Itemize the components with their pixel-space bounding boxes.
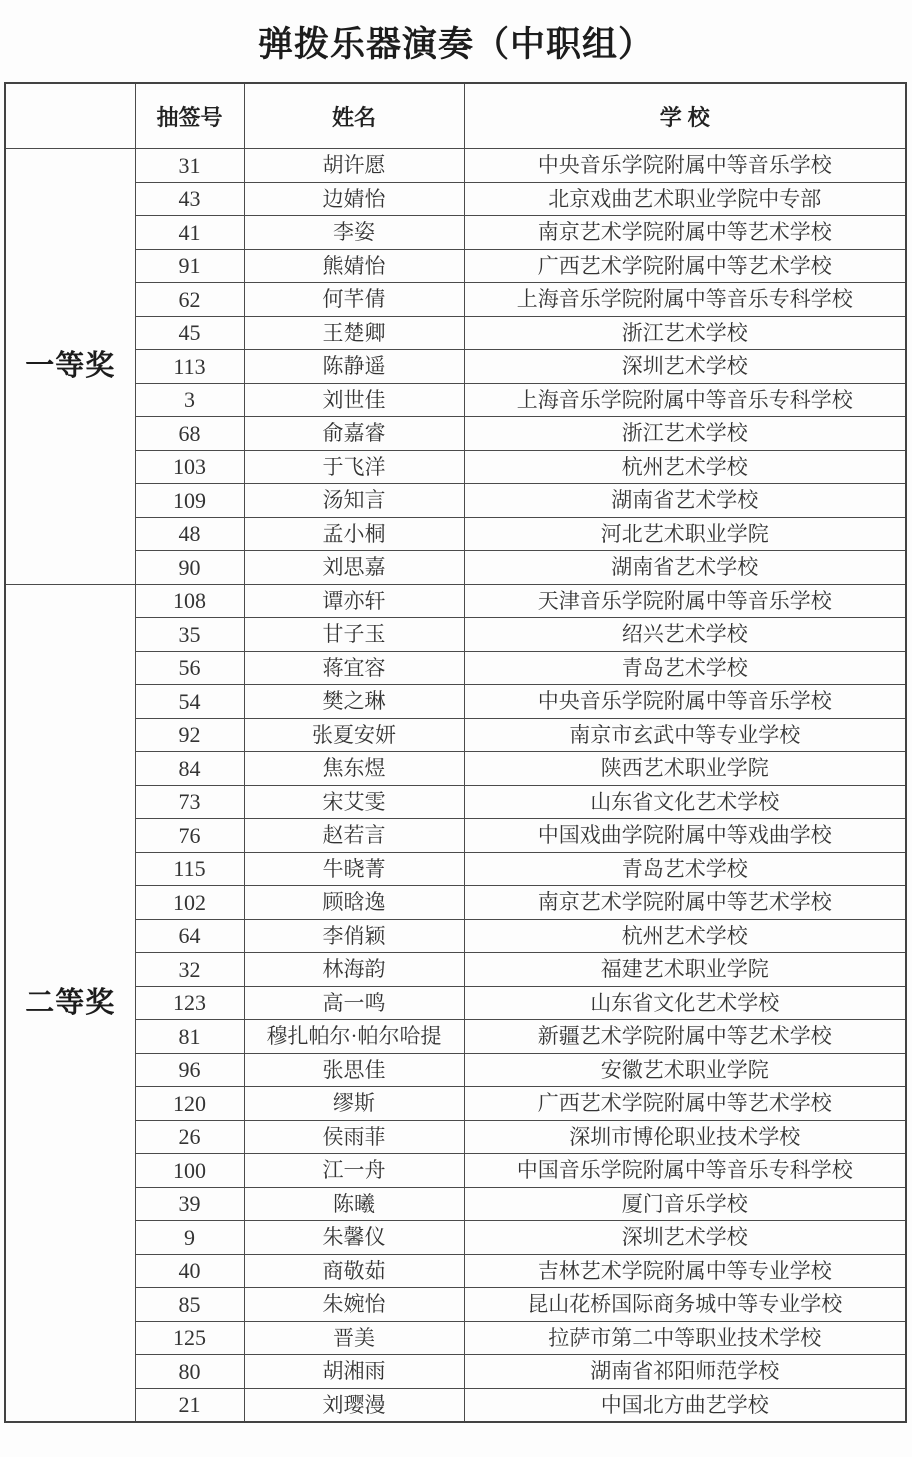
table-row [5, 919, 906, 953]
table-row [5, 450, 906, 484]
results-table [4, 82, 907, 1423]
table-row [5, 752, 906, 786]
table-row [5, 283, 906, 317]
table-row [5, 584, 906, 618]
draw-number-cell: 9 [135, 1221, 244, 1255]
school-cell: 福建艺术职业学院 [464, 953, 906, 987]
school-cell: 绍兴艺术学校 [464, 618, 906, 652]
page-title: 弹拨乐器演奏（中职组） [257, 25, 654, 64]
table-row [5, 1321, 906, 1355]
draw-number-cell: 31 [135, 149, 244, 183]
table-row [5, 685, 906, 719]
school-cell: 吉林艺术学院附属中等专业学校 [464, 1254, 906, 1288]
table-row [5, 316, 906, 350]
school-cell: 杭州艺术学校 [464, 450, 906, 484]
header-draw-number: 抽签号 [135, 83, 244, 149]
school-cell: 南京艺术学院附属中等艺术学校 [464, 886, 906, 920]
name-cell: 宋艾雯 [244, 785, 464, 819]
draw-number-cell: 113 [135, 350, 244, 384]
draw-number-cell: 32 [135, 953, 244, 987]
name-cell: 朱婉怡 [244, 1288, 464, 1322]
table-row [5, 1288, 906, 1322]
table-row [5, 651, 906, 685]
draw-number-cell: 125 [135, 1321, 244, 1355]
table-row [5, 1355, 906, 1389]
school-cell: 湖南省艺术学校 [464, 484, 906, 518]
name-cell: 汤知言 [244, 484, 464, 518]
name-cell: 商敬茹 [244, 1254, 464, 1288]
school-cell: 广西艺术学院附属中等艺术学校 [464, 249, 906, 283]
draw-number-cell: 62 [135, 283, 244, 317]
table-row [5, 718, 906, 752]
draw-number-cell: 54 [135, 685, 244, 719]
draw-number-cell: 64 [135, 919, 244, 953]
table-row [5, 1120, 906, 1154]
name-cell: 缪斯 [244, 1087, 464, 1121]
name-cell: 何芊倩 [244, 283, 464, 317]
name-cell: 江一舟 [244, 1154, 464, 1188]
table-row [5, 1154, 906, 1188]
school-cell: 中央音乐学院附属中等音乐学校 [464, 685, 906, 719]
draw-number-cell: 102 [135, 886, 244, 920]
header-school: 学 校 [464, 83, 906, 149]
table-row [5, 886, 906, 920]
school-cell: 南京艺术学院附属中等艺术学校 [464, 216, 906, 250]
school-cell: 河北艺术职业学院 [464, 517, 906, 551]
school-cell: 湖南省祁阳师范学校 [464, 1355, 906, 1389]
table-row [5, 852, 906, 886]
table-row [5, 484, 906, 518]
name-cell: 侯雨菲 [244, 1120, 464, 1154]
name-cell: 边婧怡 [244, 182, 464, 216]
draw-number-cell: 123 [135, 986, 244, 1020]
table-row [5, 785, 906, 819]
school-cell: 拉萨市第二中等职业技术学校 [464, 1321, 906, 1355]
table-row [5, 1221, 906, 1255]
draw-number-cell: 48 [135, 517, 244, 551]
header-corner-cell [5, 83, 135, 149]
table-row [5, 383, 906, 417]
draw-number-cell: 45 [135, 316, 244, 350]
draw-number-cell: 73 [135, 785, 244, 819]
table-row [5, 417, 906, 451]
name-cell: 林海韵 [244, 953, 464, 987]
name-cell: 孟小桐 [244, 517, 464, 551]
draw-number-cell: 39 [135, 1187, 244, 1221]
table-row [5, 1388, 906, 1422]
school-cell: 深圳艺术学校 [464, 350, 906, 384]
draw-number-cell: 21 [135, 1388, 244, 1422]
school-cell: 南京市玄武中等专业学校 [464, 718, 906, 752]
name-cell: 王楚卿 [244, 316, 464, 350]
school-cell: 北京戏曲艺术职业学院中专部 [464, 182, 906, 216]
school-cell: 浙江艺术学校 [464, 417, 906, 451]
school-cell: 天津音乐学院附属中等音乐学校 [464, 584, 906, 618]
table-row [5, 986, 906, 1020]
table-row [5, 1053, 906, 1087]
table-row [5, 953, 906, 987]
name-cell: 张夏安妍 [244, 718, 464, 752]
draw-number-cell: 43 [135, 182, 244, 216]
table-row [5, 249, 906, 283]
table-row [5, 149, 906, 183]
school-cell: 深圳艺术学校 [464, 1221, 906, 1255]
school-cell: 广西艺术学院附属中等艺术学校 [464, 1087, 906, 1121]
school-cell: 厦门音乐学校 [464, 1187, 906, 1221]
draw-number-cell: 90 [135, 551, 244, 585]
name-cell: 谭亦轩 [244, 584, 464, 618]
table-row [5, 1020, 906, 1054]
name-cell: 张思佳 [244, 1053, 464, 1087]
table-row [5, 216, 906, 250]
draw-number-cell: 40 [135, 1254, 244, 1288]
school-cell: 新疆艺术学院附属中等艺术学校 [464, 1020, 906, 1054]
draw-number-cell: 92 [135, 718, 244, 752]
name-cell: 樊之琳 [244, 685, 464, 719]
draw-number-cell: 35 [135, 618, 244, 652]
school-cell: 青岛艺术学校 [464, 852, 906, 886]
draw-number-cell: 108 [135, 584, 244, 618]
school-cell: 上海音乐学院附属中等音乐专科学校 [464, 383, 906, 417]
school-cell: 山东省文化艺术学校 [464, 986, 906, 1020]
school-cell: 山东省文化艺术学校 [464, 785, 906, 819]
name-cell: 李姿 [244, 216, 464, 250]
name-cell: 李俏颖 [244, 919, 464, 953]
table-row [5, 1087, 906, 1121]
name-cell: 胡许愿 [244, 149, 464, 183]
name-cell: 顾晗逸 [244, 886, 464, 920]
table-row [5, 350, 906, 384]
draw-number-cell: 115 [135, 852, 244, 886]
draw-number-cell: 109 [135, 484, 244, 518]
draw-number-cell: 3 [135, 383, 244, 417]
school-cell: 陕西艺术职业学院 [464, 752, 906, 786]
draw-number-cell: 120 [135, 1087, 244, 1121]
school-cell: 杭州艺术学校 [464, 919, 906, 953]
draw-number-cell: 76 [135, 819, 244, 853]
table-header [5, 83, 906, 149]
table-row [5, 618, 906, 652]
name-cell: 牛晓菁 [244, 852, 464, 886]
name-cell: 胡湘雨 [244, 1355, 464, 1389]
table-row [5, 182, 906, 216]
school-cell: 湖南省艺术学校 [464, 551, 906, 585]
school-cell: 青岛艺术学校 [464, 651, 906, 685]
school-cell: 昆山花桥国际商务城中等专业学校 [464, 1288, 906, 1322]
draw-number-cell: 81 [135, 1020, 244, 1054]
award-cell: 二等奖 [5, 584, 135, 1422]
draw-number-cell: 80 [135, 1355, 244, 1389]
award-cell: 一等奖 [5, 149, 135, 585]
draw-number-cell: 96 [135, 1053, 244, 1087]
school-cell: 中国北方曲艺学校 [464, 1388, 906, 1422]
name-cell: 俞嘉睿 [244, 417, 464, 451]
draw-number-cell: 56 [135, 651, 244, 685]
draw-number-cell: 26 [135, 1120, 244, 1154]
draw-number-cell: 68 [135, 417, 244, 451]
draw-number-cell: 100 [135, 1154, 244, 1188]
name-cell: 蒋宜容 [244, 651, 464, 685]
results-table-body [5, 149, 906, 1423]
name-cell: 刘璎漫 [244, 1388, 464, 1422]
name-cell: 晋美 [244, 1321, 464, 1355]
school-cell: 安徽艺术职业学院 [464, 1053, 906, 1087]
school-cell: 中国音乐学院附属中等音乐专科学校 [464, 1154, 906, 1188]
school-cell: 中央音乐学院附属中等音乐学校 [464, 149, 906, 183]
school-cell: 深圳市博伦职业技术学校 [464, 1120, 906, 1154]
name-cell: 穆扎帕尔·帕尔哈提 [244, 1020, 464, 1054]
table-row [5, 1254, 906, 1288]
school-cell: 中国戏曲学院附属中等戏曲学校 [464, 819, 906, 853]
header-name: 姓名 [244, 83, 464, 149]
school-cell: 上海音乐学院附属中等音乐专科学校 [464, 283, 906, 317]
name-cell: 于飞洋 [244, 450, 464, 484]
name-cell: 刘世佳 [244, 383, 464, 417]
name-cell: 陈曦 [244, 1187, 464, 1221]
name-cell: 甘子玉 [244, 618, 464, 652]
name-cell: 焦东煜 [244, 752, 464, 786]
name-cell: 刘思嘉 [244, 551, 464, 585]
name-cell: 朱馨仪 [244, 1221, 464, 1255]
draw-number-cell: 91 [135, 249, 244, 283]
draw-number-cell: 103 [135, 450, 244, 484]
draw-number-cell: 84 [135, 752, 244, 786]
header-row [5, 83, 906, 149]
table-row [5, 517, 906, 551]
draw-number-cell: 41 [135, 216, 244, 250]
name-cell: 高一鸣 [244, 986, 464, 1020]
school-cell: 浙江艺术学校 [464, 316, 906, 350]
name-cell: 熊婧怡 [244, 249, 464, 283]
name-cell: 赵若言 [244, 819, 464, 853]
table-row [5, 1187, 906, 1221]
draw-number-cell: 85 [135, 1288, 244, 1322]
table-row [5, 551, 906, 585]
name-cell: 陈静遥 [244, 350, 464, 384]
table-row [5, 819, 906, 853]
